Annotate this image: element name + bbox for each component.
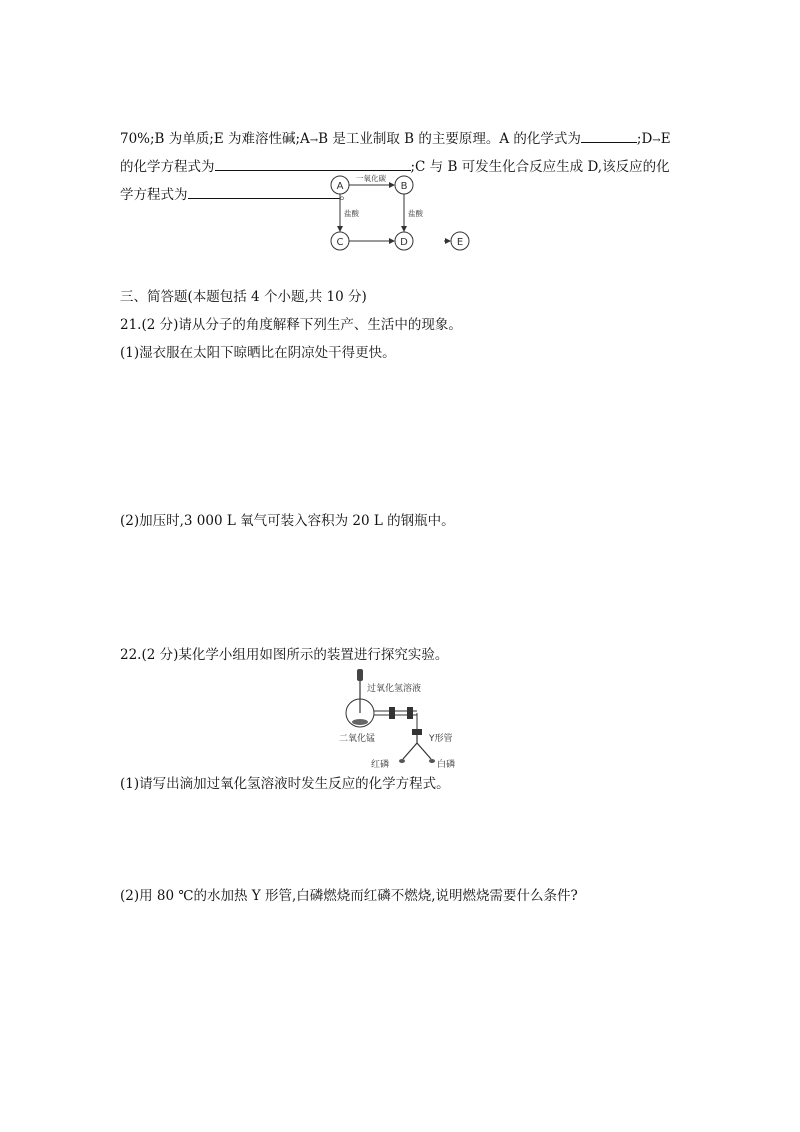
- answer-blank-equation-d-e[interactable]: [215, 156, 411, 171]
- q20-line1-text-c: ;D: [636, 131, 653, 147]
- q21-part2: (2)加压时,3 000 L 氧气可装入容积为 20 L 的钢瓶中。: [120, 513, 455, 529]
- reaction-relationship-diagram: [320, 172, 480, 254]
- rubber-connector-2: [407, 707, 413, 719]
- node-e-label: E: [456, 237, 464, 248]
- label-hydrogen-peroxide: 过氧化氢溶液: [367, 684, 422, 694]
- label-white-phosphorus: 白磷: [437, 760, 456, 769]
- dropper-bulb: [357, 669, 363, 681]
- q20-line3-text-a: 学方程式为: [120, 187, 188, 203]
- q20-line-3: [120, 184, 353, 205]
- red-phosphorus-blob: [399, 759, 405, 763]
- q22-stem: 22.(2 分)某化学小组用如图所示的装置进行探究实验。: [120, 647, 449, 663]
- q20-line1-text-b: B 是工业制取 B 的主要原理。A 的化学式为: [318, 131, 581, 147]
- white-phosphorus-blob: [429, 759, 435, 763]
- label-y-tube: Y形管: [429, 734, 453, 744]
- q22-part2: (2)用 80 ℃的水加热 Y 形管,白磷燃烧而红磷不燃烧,说明燃烧需要什么条件?: [120, 888, 578, 904]
- edge-ab-label: 一氧化碳: [356, 174, 386, 183]
- q22-part1: (1)请写出滴加过氧化氢溶液时发生反应的化学方程式。: [120, 776, 450, 792]
- node-d-label: D: [400, 237, 408, 248]
- rubber-connector: [389, 707, 395, 719]
- q20-line1-text-a: 70%;B 为单质;E 为难溶性碱;A: [120, 131, 310, 147]
- label-manganese-dioxide: 二氧化锰: [339, 734, 376, 744]
- q20-line-1: [120, 128, 671, 151]
- q20-line1-text-d: E: [660, 131, 671, 147]
- label-red-phosphorus: 红磷: [371, 760, 390, 769]
- node-c-label: C: [336, 237, 344, 248]
- q20-line2-text-a: 的化学方程式为: [120, 159, 215, 175]
- answer-blank-formula-a[interactable]: [581, 128, 637, 143]
- edge-bd-label: 盐酸: [408, 209, 423, 218]
- answer-blank-equation-c-b[interactable]: [188, 184, 340, 199]
- q21-stem: 21.(2 分)请从分子的角度解释下列生产、生活中的现象。: [120, 317, 462, 333]
- manganese-dioxide: [352, 719, 368, 725]
- node-b-label: B: [400, 181, 408, 192]
- section-heading: 三、简答题(本题包括 4 个小题,共 10 分): [120, 289, 367, 305]
- y-tube: [403, 735, 431, 759]
- node-a-label: A: [336, 181, 344, 192]
- arrow-glyph: →: [309, 135, 319, 146]
- arrow-glyph: →: [652, 135, 661, 146]
- edge-ac-label: 盐酸: [344, 209, 359, 218]
- stopper: [412, 729, 422, 735]
- q20-line2-text-b: ;C 与 B 可发生化合反应生成 D,该反应的化: [410, 159, 670, 175]
- q20-line3-text-b: 。: [339, 187, 353, 203]
- q21-part1: (1)湿衣服在太阳下晾晒比在阴凉处干得更快。: [120, 345, 396, 361]
- experiment-apparatus-diagram: [335, 667, 475, 769]
